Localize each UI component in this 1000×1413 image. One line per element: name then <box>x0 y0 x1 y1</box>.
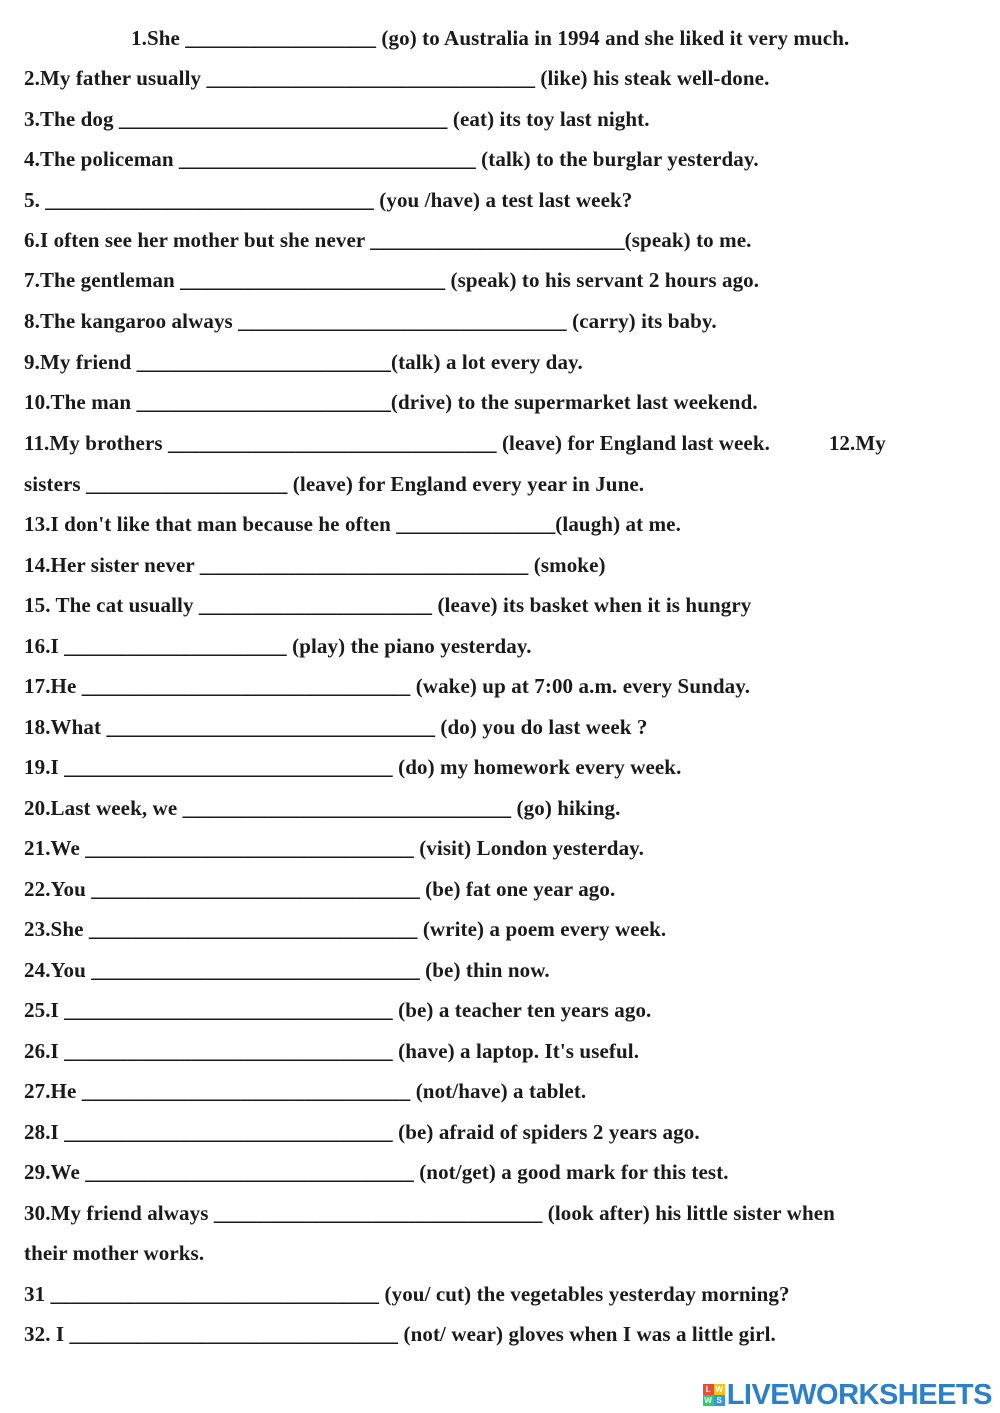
exercise-line-23: 23.She _______________________________ (write) a poem every week. <box>24 917 667 941</box>
exercise-line-15: 15. The cat usually ______________________ (leave) its basket when it is hungry <box>24 593 752 617</box>
exercise-line-18: 18.What _______________________________ (do) you do last week ? <box>24 715 648 739</box>
liveworksheets-logo-icon <box>703 1384 725 1406</box>
exercise-line-13: 13.I don't like that man because he often _______________(laugh) at me. <box>24 512 681 536</box>
exercise-line-9: 9.My friend ________________________(talk) a lot every day. <box>24 350 583 374</box>
exercise-line-20: 20.Last week, we _______________________________ (go) hiking. <box>24 796 621 820</box>
exercise-line-8: 8.The kangaroo always _______________________________ (carry) its baby. <box>24 309 717 333</box>
exercise-line-6: 6.I often see her mother but she never ________________________(speak) to me. <box>24 228 752 252</box>
exercise-line-26: 26.I _______________________________ (have) a laptop. It's useful. <box>24 1039 640 1063</box>
exercise-line-5: 5. _______________________________ (you /have) a test last week? <box>24 188 633 212</box>
logo-text: LIVEWORKSHEETS <box>726 1378 992 1411</box>
exercise-line-14: 14.Her sister never _______________________________ (smoke) <box>24 553 606 577</box>
exercise-line-7: 7.The gentleman _________________________ (speak) to his servant 2 hours ago. <box>24 268 760 292</box>
exercise-line-17: 17.He _______________________________ (wake) up at 7:00 a.m. every Sunday. <box>24 674 751 698</box>
logo-mark-cell: W <box>704 1396 712 1405</box>
exercise-line-29: 29.We _______________________________ (not/get) a good mark for this test. <box>24 1160 729 1184</box>
exercise-line-19: 19.I _______________________________ (do) my homework every week. <box>24 755 682 779</box>
exercise-line-28: 28.I _______________________________ (be) afraid of spiders 2 years ago. <box>24 1120 700 1144</box>
exercise-line-11-12: 11.My brothers _______________________________ (leave) for England last week. 12.My <box>24 431 886 455</box>
logo-mark-cell: L <box>703 1384 714 1395</box>
exercise-line-27: 27.He _______________________________ (not/have) a tablet. <box>24 1079 587 1103</box>
logo-mark-cell: S <box>714 1395 725 1406</box>
exercise-line-21: 21.We _______________________________ (visit) London yesterday. <box>24 836 644 860</box>
exercise-line-16: 16.I _____________________ (play) the piano yesterday. <box>24 634 532 658</box>
exercise-line-22: 22.You _______________________________ (be) fat one year ago. <box>24 877 616 901</box>
exercise-line-1: 1.She __________________ (go) to Australia in 1994 and she liked it very much. <box>131 26 850 50</box>
exercise-line-2: 2.My father usually _______________________________ (like) his steak well-done. <box>24 66 770 90</box>
exercise-line-10: 10.The man ________________________(drive) to the supermarket last weekend. <box>24 390 758 414</box>
exercise-line-31: 31 _______________________________ (you/ cut) the vegetables yesterday morning? <box>24 1282 790 1306</box>
exercise-line-24: 24.You _______________________________ (be) thin now. <box>24 958 550 982</box>
exercise-line-3: 3.The dog _______________________________ (eat) its toy last night. <box>24 107 650 131</box>
liveworksheets-logo[interactable] <box>703 1378 992 1412</box>
exercise-line-30: 30.My friend always _______________________________ (look after) his little sister when <box>24 1201 835 1225</box>
exercise-line-25: 25.I _______________________________ (be) a teacher ten years ago. <box>24 998 652 1022</box>
exercise-line-4: 4.The policeman ____________________________ (talk) to the burglar yesterday. <box>24 147 759 171</box>
exercise-line-12-cont: sisters ___________________ (leave) for England every year in June. <box>24 472 645 496</box>
exercise-line-32: 32. I _______________________________ (not/ wear) gloves when I was a little girl. <box>24 1322 776 1346</box>
exercise-line-30-cont: their mother works. <box>24 1241 205 1265</box>
logo-mark-cell: W <box>715 1385 723 1394</box>
